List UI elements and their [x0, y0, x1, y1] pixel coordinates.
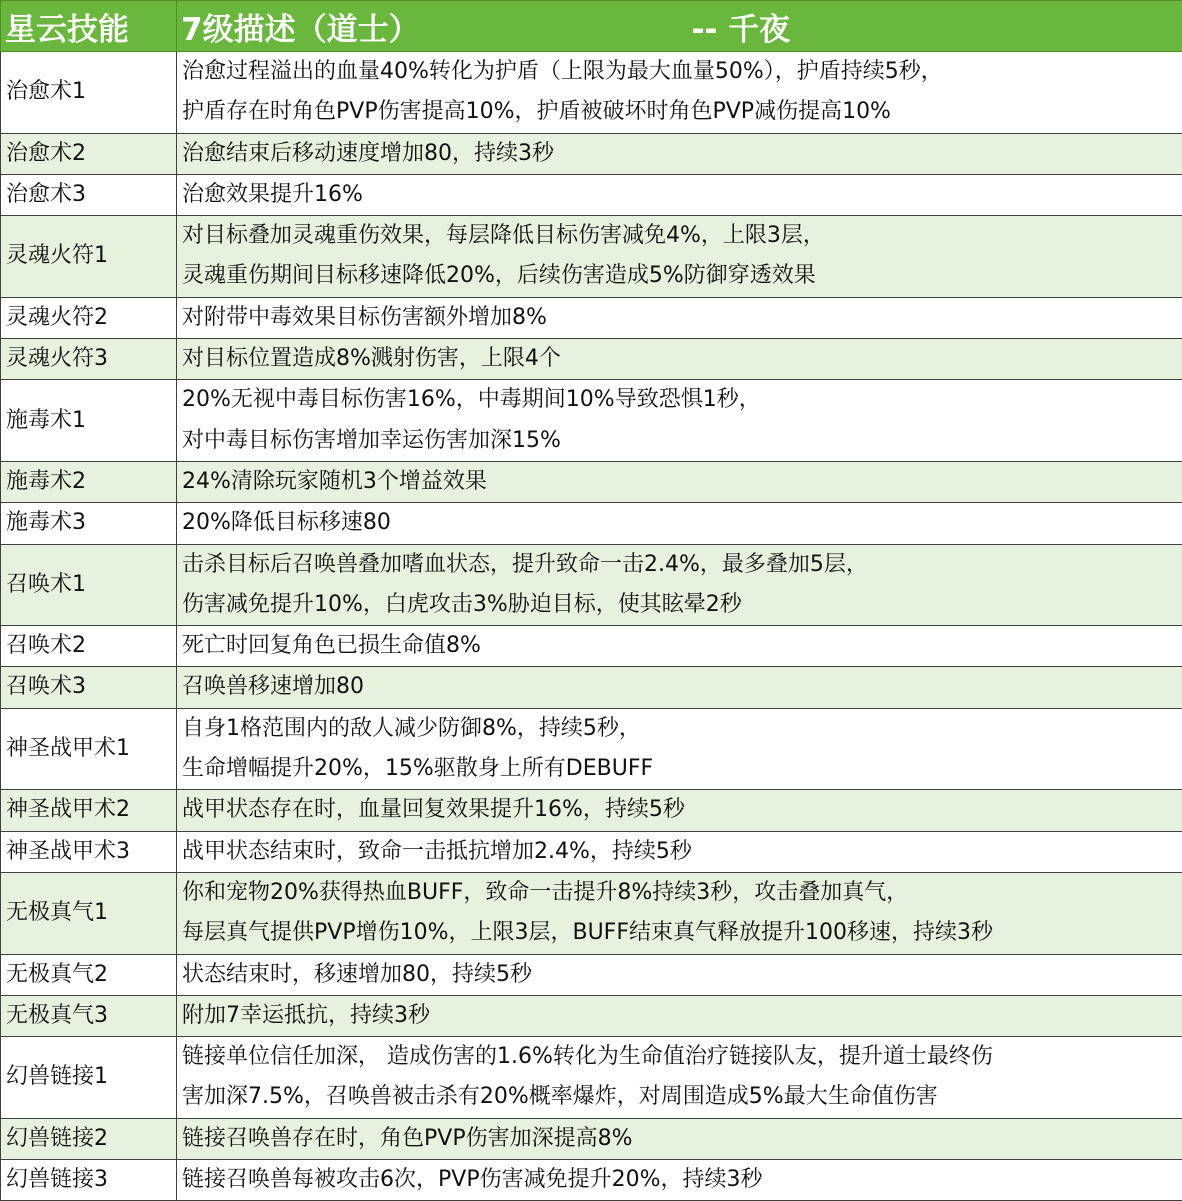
- skill-name-cell: 施毒术2: [1, 461, 177, 502]
- skill-description-cell: [177, 52, 1182, 134]
- skill-name-cell: 神圣战甲术1: [1, 708, 177, 790]
- description-line: 附加7幸运抵抗，持续3秒: [182, 996, 1182, 1036]
- description-line: 状态结束时，移速增加80，持续5秒: [182, 955, 1182, 995]
- description-line: 击杀目标后召唤兽叠加嗜血状态，提升致命一击2.4%，最多叠加5层，: [182, 545, 1182, 585]
- table-row: [1, 216, 1182, 298]
- header-description: [177, 1, 1182, 52]
- description-line: 每层真气提供PVP增伤10%，上限3层，BUFF结束真气释放提升100移速，持续3秒: [182, 913, 1182, 953]
- table-row: [1, 174, 1182, 215]
- description-line: 护盾存在时角色PVP伤害提高10%，护盾被破坏时角色PVP减伤提高10%: [182, 92, 1182, 132]
- skill-description-cell: [177, 667, 1182, 708]
- skill-name-cell: 施毒术1: [1, 380, 177, 462]
- header-skill: 星云技能: [1, 1, 177, 52]
- skill-name-cell: 灵魂火符1: [1, 216, 177, 298]
- description-line: 24%清除玩家随机3个增益效果: [182, 462, 1182, 502]
- skill-name-cell: 幻兽链接1: [1, 1037, 177, 1119]
- header-description-label: 7级描述（道士）: [181, 4, 420, 49]
- description-line: 对附带中毒效果目标伤害额外增加8%: [182, 298, 1182, 338]
- table-row: [1, 954, 1182, 995]
- skill-description-cell: [177, 133, 1182, 174]
- table-row: [1, 1160, 1182, 1201]
- skill-name-cell: 无极真气1: [1, 872, 177, 954]
- skill-name-cell: 神圣战甲术2: [1, 790, 177, 831]
- description-line: 召唤兽移速增加80: [182, 667, 1182, 707]
- skill-description-cell: [177, 708, 1182, 790]
- skill-name-cell: 无极真气2: [1, 954, 177, 995]
- description-line: 治愈过程溢出的血量40%转化为护盾（上限为最大血量50%），护盾持续5秒，: [182, 52, 1182, 92]
- description-line: 害加深7.5%，召唤兽被击杀有20%概率爆炸，对周围造成5%最大生命值伤害: [182, 1077, 1182, 1117]
- table-row: [1, 1118, 1182, 1159]
- description-line: 治愈效果提升16%: [182, 175, 1182, 215]
- description-line: 你和宠物20%获得热血BUFF，致命一击提升8%持续3秒，攻击叠加真气，: [182, 873, 1182, 913]
- description-line: 自身1格范围内的敌人减少防御8%，持续5秒，: [182, 709, 1182, 749]
- description-line: 链接召唤兽存在时，角色PVP伤害加深提高8%: [182, 1119, 1182, 1159]
- description-line: 对目标位置造成8%溅射伤害，上限4个: [182, 339, 1182, 379]
- table-body: [1, 52, 1182, 1201]
- description-line: 对中毒目标伤害增加幸运伤害加深15%: [182, 421, 1182, 461]
- table-row: [1, 380, 1182, 462]
- skill-name-cell: 施毒术3: [1, 503, 177, 544]
- table-row: [1, 133, 1182, 174]
- skill-description-cell: [177, 831, 1182, 872]
- table-row: [1, 52, 1182, 134]
- description-line: 对目标叠加灵魂重伤效果，每层降低目标伤害减免4%，上限3层，: [182, 216, 1182, 256]
- skill-name-cell: 召唤术3: [1, 667, 177, 708]
- table-row: [1, 461, 1182, 502]
- skill-description-cell: [177, 339, 1182, 380]
- skill-description-cell: [177, 995, 1182, 1036]
- table-row: [1, 297, 1182, 338]
- table-row: [1, 544, 1182, 626]
- skill-description-cell: [177, 626, 1182, 667]
- skill-description-cell: [177, 1118, 1182, 1159]
- description-line: 治愈结束后移动速度增加80，持续3秒: [182, 134, 1182, 174]
- header-author: -- 千夜: [692, 4, 791, 49]
- table-row: [1, 995, 1182, 1036]
- skill-name-cell: 治愈术2: [1, 133, 177, 174]
- table-row: [1, 872, 1182, 954]
- skill-description-cell: [177, 174, 1182, 215]
- table-header-row: [1, 1, 1182, 52]
- description-line: 20%降低目标移速80: [182, 503, 1182, 543]
- description-line: 生命增幅提升20%，15%驱散身上所有DEBUFF: [182, 749, 1182, 789]
- skill-name-cell: 治愈术1: [1, 52, 177, 134]
- skill-name-cell: 幻兽链接2: [1, 1118, 177, 1159]
- skill-name-cell: 治愈术3: [1, 174, 177, 215]
- table-row: [1, 790, 1182, 831]
- table-row: [1, 626, 1182, 667]
- skill-description-cell: [177, 380, 1182, 462]
- skill-description-cell: [177, 872, 1182, 954]
- skill-description-cell: [177, 954, 1182, 995]
- table-row: [1, 708, 1182, 790]
- description-line: 战甲状态结束时，致命一击抵抗增加2.4%，持续5秒: [182, 832, 1182, 872]
- skill-description-cell: [177, 1037, 1182, 1119]
- table-row: [1, 1037, 1182, 1119]
- skill-description-cell: [177, 461, 1182, 502]
- skill-description-cell: [177, 503, 1182, 544]
- description-line: 伤害减免提升10%，白虎攻击3%胁迫目标，使其眩晕2秒: [182, 585, 1182, 625]
- description-line: 战甲状态存在时，血量回复效果提升16%，持续5秒: [182, 790, 1182, 830]
- description-line: 链接召唤兽每被攻击6次，PVP伤害减免提升20%，持续3秒: [182, 1160, 1182, 1200]
- skill-name-cell: 无极真气3: [1, 995, 177, 1036]
- table-row: [1, 503, 1182, 544]
- skill-name-cell: 神圣战甲术3: [1, 831, 177, 872]
- skill-description-cell: [177, 216, 1182, 298]
- description-line: 死亡时回复角色已损生命值8%: [182, 626, 1182, 666]
- skill-name-cell: 幻兽链接3: [1, 1160, 177, 1201]
- skill-name-cell: 召唤术1: [1, 544, 177, 626]
- description-line: 灵魂重伤期间目标移速降低20%，后续伤害造成5%防御穿透效果: [182, 256, 1182, 296]
- skill-description-cell: [177, 297, 1182, 338]
- skill-name-cell: 召唤术2: [1, 626, 177, 667]
- table-row: [1, 831, 1182, 872]
- table-row: [1, 667, 1182, 708]
- skill-name-cell: 灵魂火符3: [1, 339, 177, 380]
- description-line: 20%无视中毒目标伤害16%，中毒期间10%导致恐惧1秒，: [182, 380, 1182, 420]
- table-row: [1, 339, 1182, 380]
- skill-description-cell: [177, 544, 1182, 626]
- description-line: 链接单位信任加深， 造成伤害的1.6%转化为生命值治疗链接队友，提升道士最终伤: [182, 1037, 1182, 1077]
- skill-name-cell: 灵魂火符2: [1, 297, 177, 338]
- skill-description-cell: [177, 1160, 1182, 1201]
- skill-description-cell: [177, 790, 1182, 831]
